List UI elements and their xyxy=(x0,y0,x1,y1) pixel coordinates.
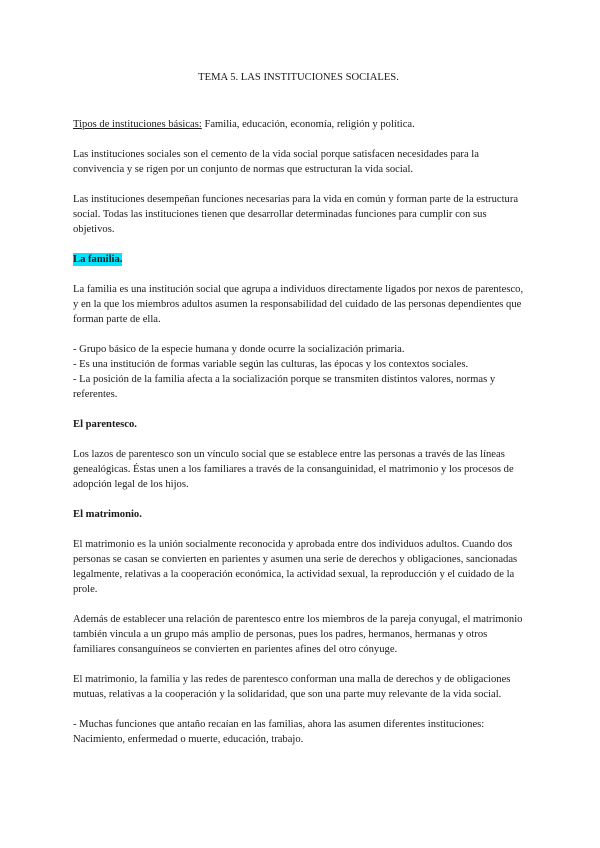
familia-bullet-list xyxy=(73,342,524,402)
types-value: Familia, educación, economía, religión y política. xyxy=(201,119,415,130)
intro-paragraph-2: Las instituciones desempeñan funciones necesarias para la vida en común y forman parte de la estructura social. Todas las instituciones tienen que desarrollar determinadas funciones para cumplir con sus objetivos. xyxy=(73,194,519,235)
list-item: - Es una institución de formas variable según las culturas, las épocas y los contextos sociales. xyxy=(73,359,469,370)
matrimonio-paragraph-1: El matrimonio es la unión socialmente reconocida y aprobada entre dos individuos adultos. Cuando dos personas se casan se convierten en parientes y asumen una serie de derechos y obligaciones, sancionadas legalmente, relativas a la cooperación económica, la actividad sexual, la reproducción y el cuidado de la prole. xyxy=(73,539,518,595)
intro-paragraph-1: Las instituciones sociales son el cemento de la vida social porque satisfacen necesidades para la convivencia y se rigen por un conjunto de normas que estructuran la vida social. xyxy=(73,149,479,175)
heading-matrimonio: El matrimonio. xyxy=(73,509,142,520)
types-label: Tipos de instituciones básicas: xyxy=(73,119,202,130)
familia-paragraph: La familia es una institución social que agrupa a individuos directamente ligados por nexos de parentesco, y en la que los miembros adultos asumen la responsabilidad del cuidado de las personas dependientes que forman parte de ella. xyxy=(73,284,524,325)
types-paragraph xyxy=(73,117,524,132)
list-item: - Grupo básico de la especie humana y donde ocurre la socialización primaria. xyxy=(73,344,405,355)
heading-familia-highlight: La familia. xyxy=(73,254,123,265)
funciones-paragraph: - Muchas funciones que antaño recaían en las familias, ahora las asumen diferentes instituciones: Nacimiento, enfermedad o muerte, educación, trabajo. xyxy=(73,719,485,745)
heading-familia xyxy=(73,252,524,267)
document-title: TEMA 5. LAS INSTITUCIONES SOCIALES. xyxy=(198,72,399,83)
matrimonio-paragraph-3: El matrimonio, la familia y las redes de parentesco conforman una malla de derechos y de obligaciones mutuas, relativas a la cooperación y la solidaridad, que son una parte muy relevante de la vida social. xyxy=(73,674,511,700)
matrimonio-paragraph-2: Además de establecer una relación de parentesco entre los miembros de la pareja conyugal, el matrimonio también vincula a un grupo más amplio de personas, pues los padres, hermanos, hermanas y otros familiares consanguíneos se convierten en parientes afines del otro cónyuge. xyxy=(73,614,523,655)
list-item: - La posición de la familia afecta a la socialización porque se transmiten distintos valores, normas y referentes. xyxy=(73,374,496,400)
parentesco-paragraph: Los lazos de parentesco son un vínculo social que se establece entre las personas a través de las líneas genealógicas. Éstas unen a los familiares a través de la consanguinidad, el matrimonio y los procesos de adopción legal de los hijos. xyxy=(73,449,514,490)
heading-parentesco: El parentesco. xyxy=(73,419,137,430)
